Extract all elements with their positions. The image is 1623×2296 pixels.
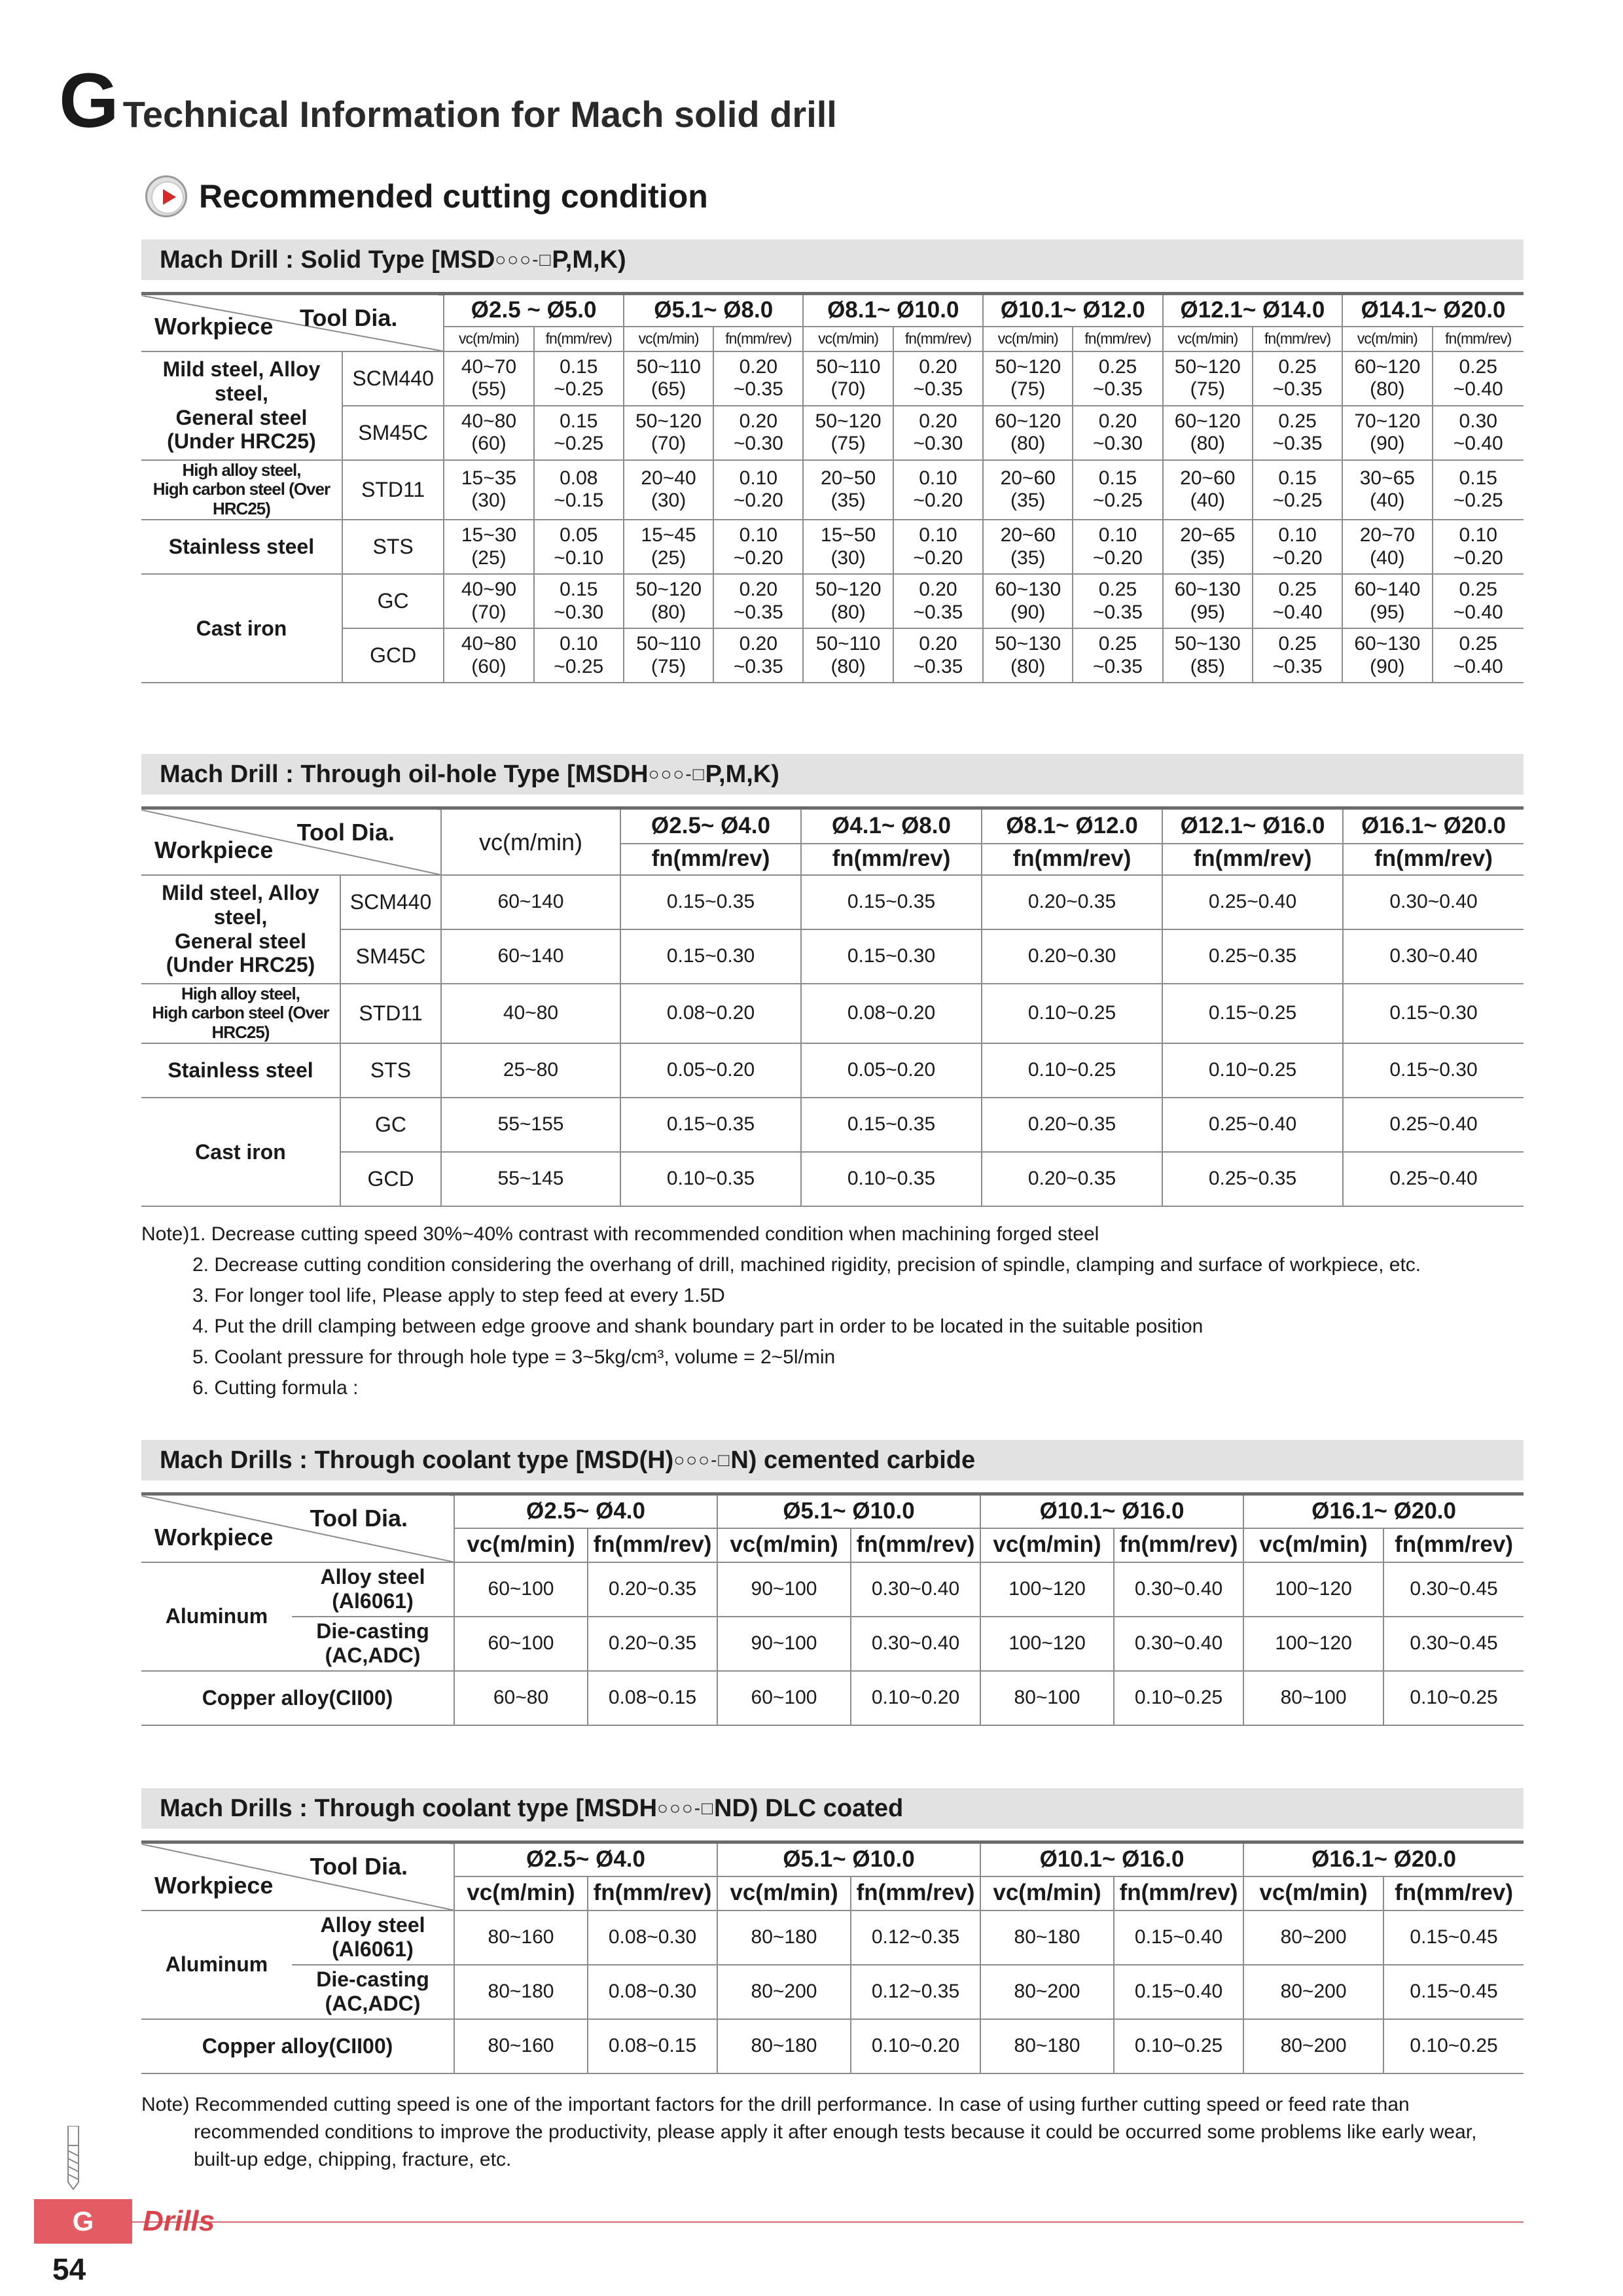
table-corner-header: Tool Dia. Workpiece (141, 1494, 454, 1562)
note-line: Note)1. Decrease cutting speed 30%~40% contrast with recommended condition when machining forged steel (141, 1223, 1099, 1245)
vc-cell: 80~160 (454, 1910, 588, 1965)
fn-cell: 0.15 ~0.25 (1073, 460, 1162, 520)
dia-header: Ø5.1~ Ø10.0 (717, 1842, 980, 1876)
fn-cell: 0.12~0.35 (851, 1965, 980, 2019)
fn-cell: 0.15~0.40 (1114, 1910, 1243, 1965)
fn-cell: 0.15~0.35 (801, 875, 982, 929)
fn-cell: 0.10~0.25 (1383, 1671, 1524, 1725)
fn-cell: 0.20 ~0.30 (713, 406, 803, 460)
note-line: 6. Cutting formula : (192, 1377, 359, 1399)
table-row (141, 520, 1524, 574)
fn-cell: 0.25 ~0.40 (1433, 628, 1524, 683)
fn-cell: 0.15 ~0.25 (1433, 460, 1524, 520)
vc-header: vc(m/min) (441, 808, 620, 875)
fn-cell: 0.20 ~0.35 (893, 628, 983, 683)
vc-cell: 100~120 (980, 1617, 1114, 1671)
vc-header: vc(m/min) (1243, 1528, 1383, 1562)
fn-cell: 0.20~0.35 (982, 875, 1162, 929)
grade-cell: STS (340, 1043, 441, 1098)
vc-cell: 15~35 (30) (444, 460, 533, 520)
table-row (141, 1617, 1524, 1671)
fn-header: fn(mm/rev) (1114, 1876, 1243, 1910)
fn-header: fn(mm/rev) (1383, 1876, 1524, 1910)
vc-header: vc(m/min) (1342, 327, 1432, 351)
dlc-coated-table (141, 1840, 1524, 2074)
workpiece-aluminum: Aluminum (141, 1910, 292, 2019)
fn-cell: 0.10~0.25 (1114, 1671, 1243, 1725)
vc-header: vc(m/min) (717, 1528, 851, 1562)
table-row (141, 875, 1524, 929)
dia-header: Ø4.1~ Ø8.0 (801, 808, 982, 844)
vc-cell: 60~120 (80) (1163, 406, 1253, 460)
fn-header: fn(mm/rev) (982, 844, 1162, 875)
vc-cell: 50~110 (65) (624, 351, 713, 406)
footer-divider (132, 2221, 1524, 2223)
vc-cell: 40~80 (60) (444, 628, 533, 683)
note-line: 4. Put the drill clamping between edge groove and shank boundary part in order to be located in the suitable position (192, 1316, 1204, 1337)
fn-cell: 0.15~0.30 (1343, 984, 1524, 1044)
fn-cell: 0.25 ~0.40 (1433, 574, 1524, 628)
fn-cell: 0.08 ~0.15 (534, 460, 624, 520)
code-symbol: ○○○-□ (657, 1798, 715, 1818)
table-row (141, 628, 1524, 683)
table-row (141, 574, 1524, 628)
fn-cell: 0.10~0.25 (1114, 2019, 1243, 2073)
fn-cell: 0.20~0.35 (982, 1098, 1162, 1152)
vc-cell: 100~120 (980, 1562, 1114, 1617)
vc-cell: 80~200 (1243, 2019, 1383, 2073)
fn-header: fn(mm/rev) (1162, 844, 1343, 875)
fn-cell: 0.15~0.35 (801, 1098, 982, 1152)
fn-cell: 0.15 ~0.25 (1253, 460, 1342, 520)
vc-cell: 80~180 (717, 2019, 851, 2073)
fn-cell: 0.10 ~0.20 (713, 460, 803, 520)
dia-header: Ø10.1~ Ø12.0 (983, 294, 1163, 327)
vc-cell: 60~120 (80) (983, 406, 1073, 460)
vc-cell: 100~120 (1243, 1562, 1383, 1617)
fn-cell: 0.10~0.25 (982, 1043, 1162, 1098)
workpiece-high-alloy: High alloy steel, High carbon steel (Over HRC25) (141, 984, 340, 1044)
vc-cell: 55~145 (441, 1152, 620, 1206)
fn-cell: 0.08~0.15 (588, 1671, 717, 1725)
fn-cell: 0.10~0.25 (1383, 2019, 1524, 2073)
fn-header: fn(mm/rev) (1253, 327, 1342, 351)
grade-cell: GCD (342, 628, 444, 683)
note-line: 3. For longer tool life, Please apply to step feed at every 1.5D (192, 1285, 725, 1306)
table-corner-header: Tool Dia. Workpiece (141, 808, 441, 875)
workpiece-copper: Copper alloy(CII00) (141, 1671, 454, 1725)
vc-header: vc(m/min) (454, 1876, 588, 1910)
fn-header: fn(mm/rev) (1114, 1528, 1243, 1562)
dia-header: Ø2.5~ Ø4.0 (620, 808, 801, 844)
vc-cell: 80~200 (717, 1965, 851, 2019)
oil-hole-type-table (141, 806, 1524, 1207)
workpiece-mild-steel: Mild steel, Alloy steel, General steel (Under HRC25) (141, 875, 340, 984)
vc-cell: 60~80 (454, 1671, 588, 1725)
subtype-cell: Alloy steel (Al6061) (292, 1910, 454, 1965)
dia-header: Ø2.5~ Ø4.0 (454, 1842, 717, 1876)
table-row (141, 460, 1524, 520)
fn-cell: 0.08~0.30 (588, 1965, 717, 2019)
fn-cell: 0.08~0.15 (588, 2019, 717, 2073)
dia-header: Ø16.1~ Ø20.0 (1343, 808, 1524, 844)
table-corner-header: Tool Dia. Workpiece (141, 294, 444, 351)
grade-cell: SM45C (342, 406, 444, 460)
subtype-cell: Die-casting (AC,ADC) (292, 1617, 454, 1671)
fn-cell: 0.15~0.45 (1383, 1910, 1524, 1965)
fn-cell: 0.08~0.20 (620, 984, 801, 1044)
vc-cell: 50~120 (80) (624, 574, 713, 628)
vc-cell: 15~45 (25) (624, 520, 713, 574)
vc-header: vc(m/min) (983, 327, 1073, 351)
table-row (141, 929, 1524, 984)
grade-cell: GCD (340, 1152, 441, 1206)
fn-cell: 0.30~0.45 (1383, 1562, 1524, 1617)
section-heading (145, 175, 708, 217)
vc-cell: 40~70 (55) (444, 351, 533, 406)
fn-cell: 0.05~0.20 (620, 1043, 801, 1098)
dia-header: Ø14.1~ Ø20.0 (1342, 294, 1524, 327)
vc-cell: 50~110 (80) (803, 628, 893, 683)
vc-cell: 50~120 (75) (803, 406, 893, 460)
fn-cell: 0.30~0.40 (1114, 1562, 1243, 1617)
dia-header: Ø8.1~ Ø12.0 (982, 808, 1162, 844)
fn-header: fn(mm/rev) (851, 1876, 980, 1910)
solid-type-title: Mach Drill : Solid Type [MSD○○○-□P,M,K) (141, 240, 1524, 280)
vc-cell: 50~130 (85) (1163, 628, 1253, 683)
fn-cell: 0.30~0.40 (1114, 1617, 1243, 1671)
fn-cell: 0.10~0.35 (620, 1152, 801, 1206)
fn-cell: 0.20 ~0.30 (1073, 406, 1162, 460)
note-line: 2. Decrease cutting condition considering the overhang of drill, machined rigidity, precision of spindle, clamping and surface of workpiece, etc. (192, 1254, 1421, 1276)
fn-cell: 0.05 ~0.10 (534, 520, 624, 574)
play-circle-icon (145, 175, 187, 217)
vc-cell: 20~40 (30) (624, 460, 713, 520)
vc-cell: 80~160 (454, 2019, 588, 2073)
fn-cell: 0.15~0.35 (620, 1098, 801, 1152)
note-line: Note) Recommended cutting speed is one of the important factors for the drill performance. In case of using further cutting speed or feed rate than (141, 2094, 1410, 2115)
table-row (141, 1043, 1524, 1098)
code-symbol: ○○○-□ (648, 764, 705, 784)
table-row (141, 1671, 1524, 1725)
fn-cell: 0.25 ~0.35 (1073, 574, 1162, 628)
fn-cell: 0.25~0.40 (1162, 1098, 1343, 1152)
vc-cell: 60~130 (90) (1342, 628, 1432, 683)
vc-cell: 20~60 (35) (983, 520, 1073, 574)
fn-cell: 0.25~0.35 (1162, 929, 1343, 984)
grade-cell: SM45C (340, 929, 441, 984)
fn-cell: 0.15~0.30 (801, 929, 982, 984)
fn-header: fn(mm/rev) (893, 327, 983, 351)
solid-type-section (141, 240, 1524, 683)
page-number: 54 (52, 2252, 86, 2286)
subtype-cell: Die-casting (AC,ADC) (292, 1965, 454, 2019)
fn-cell: 0.10 ~0.20 (1253, 520, 1342, 574)
fn-cell: 0.10~0.25 (982, 984, 1162, 1044)
fn-cell: 0.20~0.30 (982, 929, 1162, 984)
fn-cell: 0.05~0.20 (801, 1043, 982, 1098)
fn-cell: 0.10~0.25 (1162, 1043, 1343, 1098)
vc-header: vc(m/min) (624, 327, 713, 351)
fn-cell: 0.25~0.40 (1162, 875, 1343, 929)
cemented-carbide-section (141, 1440, 1524, 1726)
vc-header: vc(m/min) (1163, 327, 1253, 351)
grade-cell: SCM440 (340, 875, 441, 929)
fn-cell: 0.10 ~0.20 (1073, 520, 1162, 574)
fn-cell: 0.30 ~0.40 (1433, 406, 1524, 460)
fn-header: fn(mm/rev) (1383, 1528, 1524, 1562)
fn-header: fn(mm/rev) (588, 1528, 717, 1562)
vc-cell: 50~130 (80) (983, 628, 1073, 683)
oil-hole-type-title: Mach Drill : Through oil-hole Type [MSDH○○○-□P,M,K) (141, 754, 1524, 795)
cemented-carbide-title: Mach Drills : Through coolant type [MSD(H)○○○-□N) cemented carbide (141, 1440, 1524, 1480)
vc-header: vc(m/min) (803, 327, 893, 351)
fn-cell: 0.25 ~0.40 (1253, 574, 1342, 628)
fn-cell: 0.30~0.45 (1383, 1617, 1524, 1671)
fn-cell: 0.10 ~0.25 (534, 628, 624, 683)
fn-cell: 0.25 ~0.35 (1253, 628, 1342, 683)
fn-cell: 0.25 ~0.35 (1253, 351, 1342, 406)
fn-cell: 0.20~0.35 (588, 1562, 717, 1617)
fn-header: fn(mm/rev) (620, 844, 801, 875)
fn-header: fn(mm/rev) (534, 327, 624, 351)
fn-cell: 0.30~0.40 (1343, 929, 1524, 984)
fn-cell: 0.20 ~0.30 (893, 406, 983, 460)
table-row (141, 984, 1524, 1044)
chapter-letter: G (59, 58, 118, 144)
workpiece-stainless: Stainless steel (141, 1043, 340, 1098)
fn-cell: 0.25 ~0.40 (1433, 351, 1524, 406)
fn-cell: 0.25 ~0.35 (1253, 406, 1342, 460)
dia-header: Ø12.1~ Ø14.0 (1163, 294, 1343, 327)
fn-cell: 0.10~0.20 (851, 2019, 980, 2073)
vc-cell: 50~120 (80) (803, 574, 893, 628)
dia-header: Ø5.1~ Ø8.0 (624, 294, 804, 327)
fn-cell: 0.10~0.35 (801, 1152, 982, 1206)
vc-cell: 50~110 (70) (803, 351, 893, 406)
vc-cell: 25~80 (441, 1043, 620, 1098)
fn-cell: 0.20~0.35 (588, 1617, 717, 1671)
workpiece-copper: Copper alloy(CII00) (141, 2019, 454, 2073)
note-line: 5. Coolant pressure for through hole type = 3~5kg/cm³, volume = 2~5l/min (192, 1346, 836, 1368)
fn-cell: 0.15 ~0.25 (534, 351, 624, 406)
fn-cell: 0.20 ~0.35 (713, 351, 803, 406)
fn-cell: 0.10 ~0.20 (713, 520, 803, 574)
chapter-tab: G (34, 2199, 132, 2244)
fn-cell: 0.30~0.40 (851, 1617, 980, 1671)
fn-cell: 0.20 ~0.35 (893, 351, 983, 406)
table-row (141, 1562, 1524, 1617)
vc-cell: 60~100 (454, 1617, 588, 1671)
vc-cell: 60~120 (80) (1342, 351, 1432, 406)
fn-cell: 0.08~0.30 (588, 1910, 717, 1965)
page-header (59, 58, 837, 144)
fn-cell: 0.10 ~0.20 (893, 520, 983, 574)
subtype-cell: Alloy steel (Al6061) (292, 1562, 454, 1617)
vc-cell: 90~100 (717, 1562, 851, 1617)
vc-header: vc(m/min) (444, 327, 533, 351)
fn-cell: 0.15 ~0.25 (534, 406, 624, 460)
vc-cell: 20~60 (35) (983, 460, 1073, 520)
solid-type-table (141, 292, 1524, 683)
vc-cell: 90~100 (717, 1617, 851, 1671)
dia-header: Ø10.1~ Ø16.0 (980, 1494, 1243, 1528)
vc-header: vc(m/min) (1243, 1876, 1383, 1910)
fn-cell: 0.15 ~0.30 (534, 574, 624, 628)
vc-cell: 80~200 (1243, 1965, 1383, 2019)
grade-cell: SCM440 (342, 351, 444, 406)
cemented-carbide-table (141, 1492, 1524, 1726)
section-title: Recommended cutting condition (199, 178, 708, 215)
dia-header: Ø16.1~ Ø20.0 (1243, 1494, 1524, 1528)
fn-cell: 0.15~0.35 (620, 875, 801, 929)
fn-cell: 0.20~0.35 (982, 1152, 1162, 1206)
table-row (141, 2019, 1524, 2073)
fn-cell: 0.30~0.40 (1343, 875, 1524, 929)
notes-block-2 (141, 2091, 1522, 2174)
vc-cell: 80~100 (980, 1671, 1114, 1725)
dia-header: Ø8.1~ Ø10.0 (803, 294, 983, 327)
fn-cell: 0.20 ~0.35 (713, 628, 803, 683)
vc-cell: 60~140 (441, 929, 620, 984)
fn-cell: 0.25 ~0.35 (1073, 628, 1162, 683)
vc-cell: 50~120 (70) (624, 406, 713, 460)
vc-cell: 50~120 (75) (1163, 351, 1253, 406)
fn-cell: 0.25~0.40 (1343, 1098, 1524, 1152)
table-row (141, 1152, 1524, 1206)
workpiece-cast-iron: Cast iron (141, 574, 342, 683)
footer-section-label: Drills (143, 2205, 215, 2237)
table-row (141, 1965, 1524, 2019)
workpiece-cast-iron: Cast iron (141, 1098, 340, 1206)
table-row (141, 1910, 1524, 1965)
vc-cell: 60~100 (454, 1562, 588, 1617)
vc-cell: 100~120 (1243, 1617, 1383, 1671)
dlc-coated-title: Mach Drills : Through coolant type [MSDH○○○-□ND) DLC coated (141, 1788, 1524, 1829)
fn-cell: 0.25~0.35 (1162, 1152, 1343, 1206)
vc-cell: 20~70 (40) (1342, 520, 1432, 574)
vc-cell: 30~65 (40) (1342, 460, 1432, 520)
fn-cell: 0.20 ~0.35 (713, 574, 803, 628)
vc-cell: 80~200 (980, 1965, 1114, 2019)
fn-header: fn(mm/rev) (1433, 327, 1524, 351)
fn-cell: 0.25~0.40 (1343, 1152, 1524, 1206)
notes-block (141, 1219, 1421, 1403)
vc-cell: 50~120 (75) (983, 351, 1073, 406)
grade-cell: STD11 (340, 984, 441, 1044)
workpiece-stainless: Stainless steel (141, 520, 342, 574)
page-title: Technical Information for Mach solid drill (122, 94, 837, 135)
vc-cell: 40~80 (60) (444, 406, 533, 460)
table-row (141, 1098, 1524, 1152)
dia-header: Ø5.1~ Ø10.0 (717, 1494, 980, 1528)
vc-cell: 60~100 (717, 1671, 851, 1725)
grade-cell: GC (340, 1098, 441, 1152)
vc-cell: 80~180 (980, 2019, 1114, 2073)
dia-header: Ø16.1~ Ø20.0 (1243, 1842, 1524, 1876)
vc-header: vc(m/min) (980, 1528, 1114, 1562)
dia-header: Ø10.1~ Ø16.0 (980, 1842, 1243, 1876)
vc-cell: 15~50 (30) (803, 520, 893, 574)
vc-cell: 60~140 (441, 875, 620, 929)
code-symbol: ○○○-□ (673, 1450, 731, 1470)
fn-header: fn(mm/rev) (588, 1876, 717, 1910)
fn-cell: 0.15~0.30 (620, 929, 801, 984)
workpiece-high-alloy: High alloy steel, High carbon steel (Over HRC25) (141, 460, 342, 520)
grade-cell: GC (342, 574, 444, 628)
vc-cell: 80~180 (980, 1910, 1114, 1965)
dia-header: Ø2.5 ~ Ø5.0 (444, 294, 624, 327)
fn-header: fn(mm/rev) (851, 1528, 980, 1562)
vc-cell: 60~130 (90) (983, 574, 1073, 628)
fn-header: fn(mm/rev) (713, 327, 803, 351)
fn-cell: 0.12~0.35 (851, 1910, 980, 1965)
vc-cell: 40~80 (441, 984, 620, 1044)
vc-cell: 80~200 (1243, 1910, 1383, 1965)
fn-cell: 0.10~0.20 (851, 1671, 980, 1725)
table-row (141, 406, 1524, 460)
vc-cell: 15~30 (25) (444, 520, 533, 574)
vc-cell: 55~155 (441, 1098, 620, 1152)
table-corner-header: Tool Dia. Workpiece (141, 1842, 454, 1910)
vc-cell: 60~140 (95) (1342, 574, 1432, 628)
note-line: built-up edge, chipping, fracture, etc. (194, 2149, 512, 2170)
workpiece-mild-steel: Mild steel, Alloy steel, General steel (Under HRC25) (141, 351, 342, 460)
workpiece-aluminum: Aluminum (141, 1562, 292, 1671)
vc-header: vc(m/min) (454, 1528, 588, 1562)
vc-cell: 60~130 (95) (1163, 574, 1253, 628)
fn-cell: 0.15~0.40 (1114, 1965, 1243, 2019)
grade-cell: STS (342, 520, 444, 574)
vc-cell: 70~120 (90) (1342, 406, 1432, 460)
fn-cell: 0.15~0.30 (1343, 1043, 1524, 1098)
fn-cell: 0.10 ~0.20 (893, 460, 983, 520)
table-row (141, 351, 1524, 406)
dlc-coated-section (141, 1788, 1524, 2074)
fn-cell: 0.25 ~0.35 (1073, 351, 1162, 406)
vc-cell: 50~110 (75) (624, 628, 713, 683)
note-line: recommended conditions to improve the productivity, please apply it after enough tests because it could be occurred some problems like early wear, (194, 2121, 1477, 2143)
vc-cell: 80~180 (717, 1910, 851, 1965)
fn-header: fn(mm/rev) (1343, 844, 1524, 875)
vc-cell: 20~50 (35) (803, 460, 893, 520)
grade-cell: STD11 (342, 460, 444, 520)
vc-header: vc(m/min) (717, 1876, 851, 1910)
dia-header: Ø2.5~ Ø4.0 (454, 1494, 717, 1528)
fn-cell: 0.20 ~0.35 (893, 574, 983, 628)
code-symbol: ○○○-□ (495, 249, 552, 270)
vc-cell: 80~100 (1243, 1671, 1383, 1725)
fn-cell: 0.10 ~0.20 (1433, 520, 1524, 574)
fn-header: fn(mm/rev) (801, 844, 982, 875)
vc-header: vc(m/min) (980, 1876, 1114, 1910)
fn-cell: 0.15~0.45 (1383, 1965, 1524, 2019)
vc-cell: 20~60 (40) (1163, 460, 1253, 520)
vc-cell: 80~180 (454, 1965, 588, 2019)
fn-cell: 0.30~0.40 (851, 1562, 980, 1617)
drill-icon (65, 2126, 81, 2190)
dia-header: Ø12.1~ Ø16.0 (1162, 808, 1343, 844)
vc-cell: 40~90 (70) (444, 574, 533, 628)
vc-cell: 20~65 (35) (1163, 520, 1253, 574)
oil-hole-type-section (141, 754, 1524, 1207)
fn-header: fn(mm/rev) (1073, 327, 1162, 351)
fn-cell: 0.15~0.25 (1162, 984, 1343, 1044)
fn-cell: 0.08~0.20 (801, 984, 982, 1044)
